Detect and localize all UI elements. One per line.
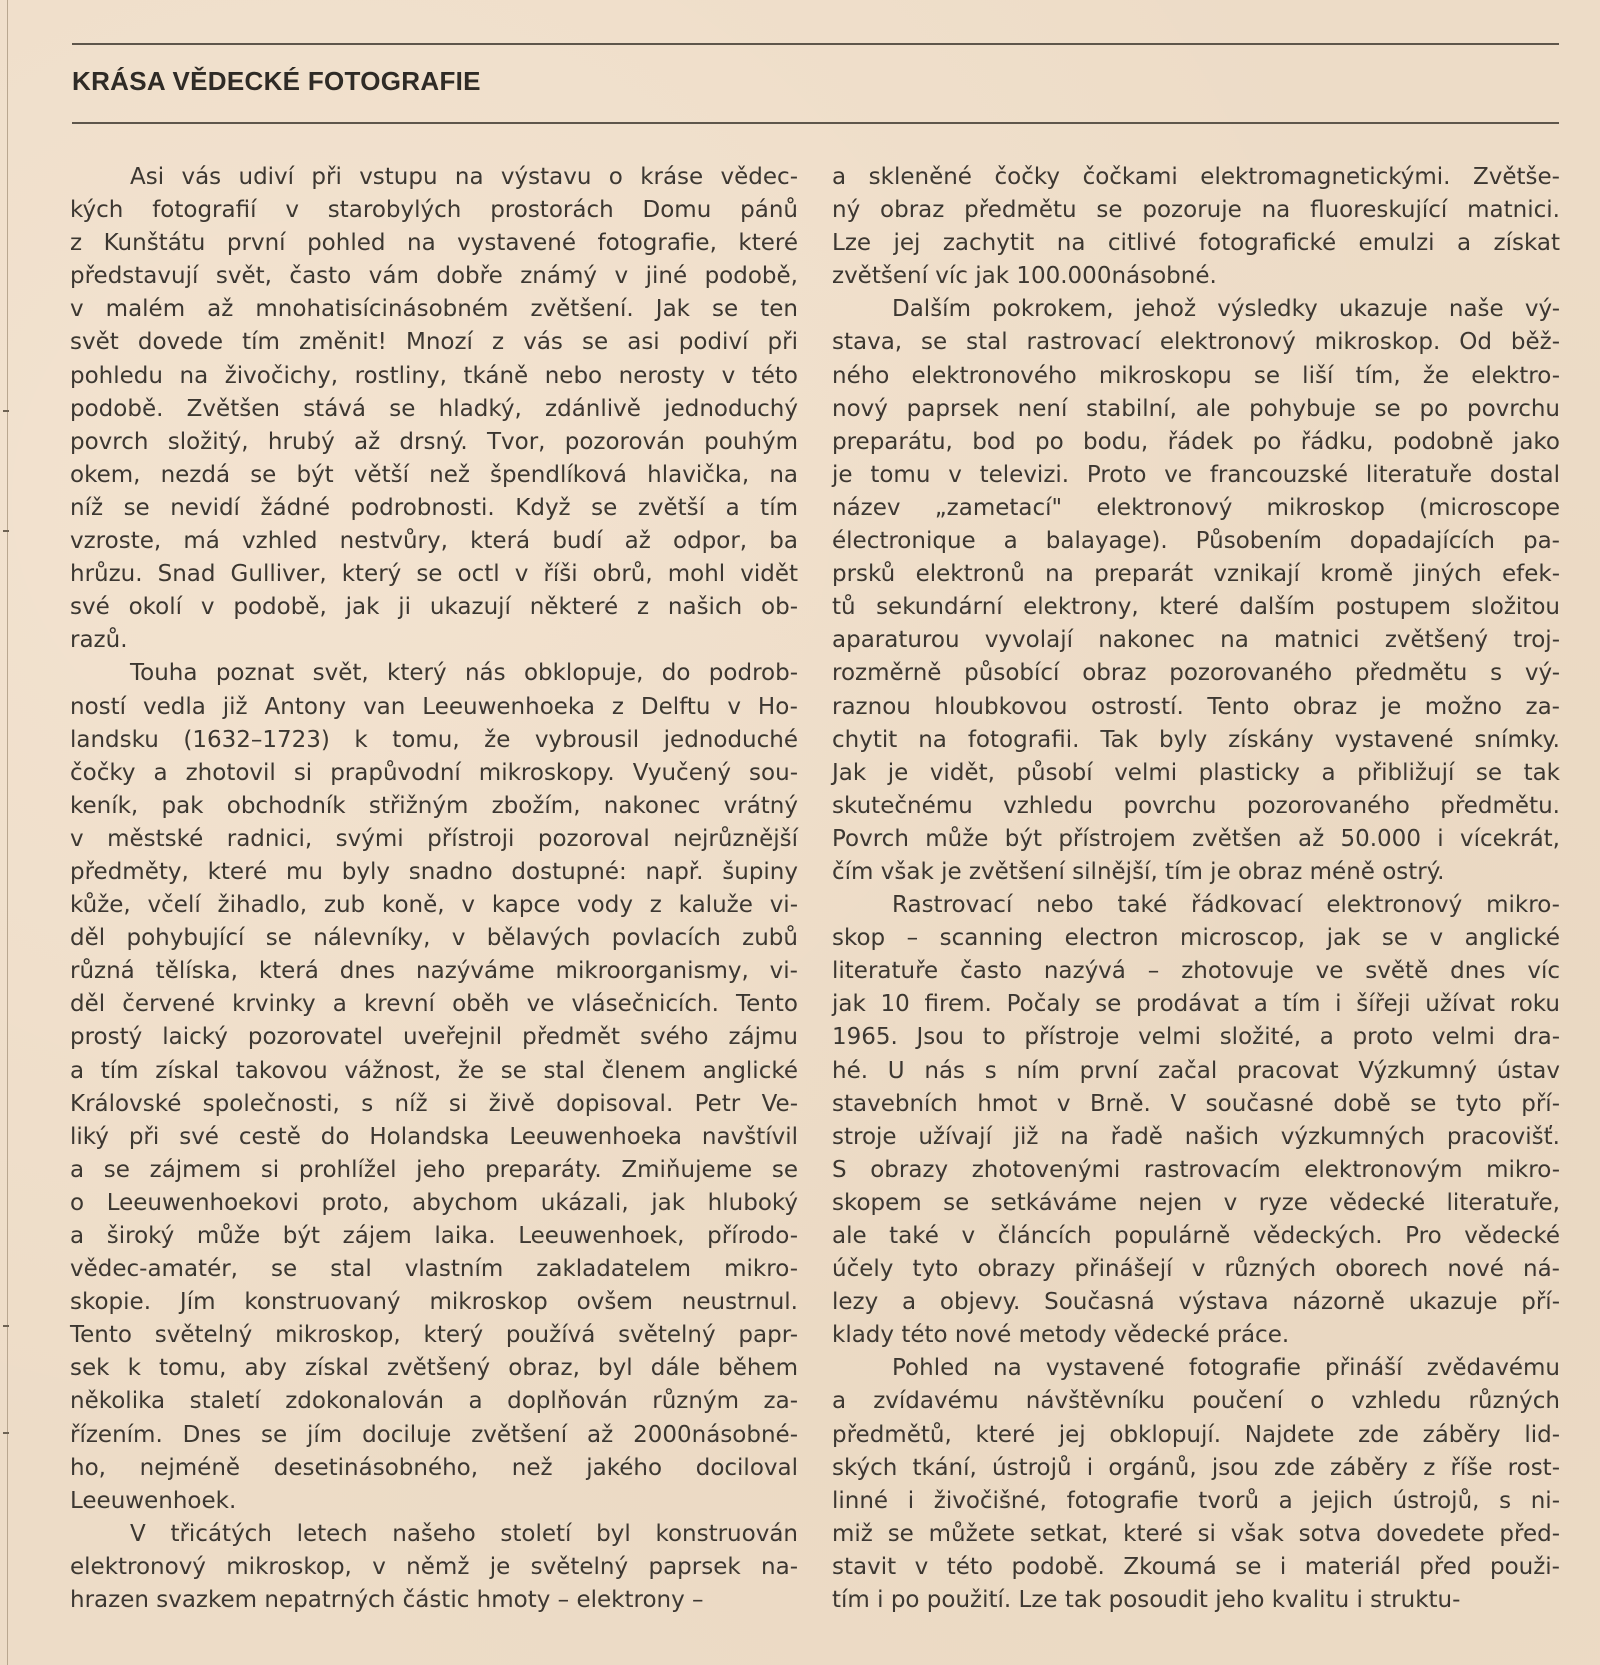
text-line: literatuře často nazývá – zhotovuje ve světě dnes víc: [832, 958, 1560, 985]
text-line: a zvídavému návštěvníku poučení o vzhledu různých: [832, 1388, 1560, 1415]
text-line: landsku (1632–1723) k tomu, že vybrousil jednoduché: [70, 726, 798, 753]
text-line: název „zametací" elektronový mikroskop (microscope: [832, 494, 1560, 521]
text-line: Dalším pokrokem, jehož výsledky ukazuje naše vý-: [892, 296, 1560, 323]
text-line: tů sekundární elektrony, které dalším postupem složitou: [832, 594, 1560, 621]
text-line: řízením. Dnes se jím dociluje zvětšení až 2000násobné-: [70, 1421, 798, 1448]
text-line: hé. U nás s ním první začal pracovat Výzkumný ústav: [832, 1057, 1560, 1084]
text-line: níž se nevidí žádné podrobnosti. Když se zvětší a tím: [70, 494, 798, 521]
paragraph: [832, 161, 1560, 293]
edge-tick-mark: [3, 410, 9, 412]
text-line: účely tyto obrazy přinášejí v různých oborech nové ná-: [832, 1256, 1560, 1283]
text-line: povrch složitý, hrubý až drsný. Tvor, pozorován pouhým: [70, 428, 798, 455]
text-line: jak 10 firem. Počaly se prodávat a tím i šířeji užívat roku: [832, 991, 1560, 1018]
text-line: Asi vás udiví při vstupu na výstavu o kráse vědec-: [130, 164, 798, 190]
text-line: aparaturou vyvolají nakonec na matnici zvětšený troj-: [832, 627, 1560, 654]
text-line: předmětů, které jej obklopují. Najdete zde záběry lid-: [832, 1421, 1560, 1448]
text-line: linné i živočišné, fotografie tvorů a jejich ústrojů, s ni-: [832, 1487, 1560, 1514]
edge-tick-mark: [3, 1432, 9, 1434]
paragraph: [70, 657, 798, 1517]
text-line: hrazen svazkem nepatrných částic hmoty – elektrony –: [70, 1587, 704, 1614]
text-line: a široký může být zájem laika. Leeuwenhoek, přírodo-: [70, 1223, 798, 1249]
left-text-column: [70, 161, 798, 1617]
text-line: své okolí v podobě, jak ji ukazují některé z našich ob-: [70, 594, 798, 621]
text-line: skopem se setkáváme nejen v ryze vědecké literatuře,: [832, 1189, 1560, 1216]
text-line: a tím získal takovou vážnost, že se stal členem anglické: [70, 1057, 798, 1084]
text-line: skop – scanning electron microscop, jak se v anglické: [832, 925, 1560, 952]
text-line: a se zájmem si prohlížel jeho preparáty. Zmiňujeme se: [70, 1156, 798, 1183]
text-line: Jak je vidět, působí velmi plasticky a přibližují se tak: [832, 759, 1560, 786]
text-line: électronique a balayage). Působením dopadajících pa-: [832, 528, 1560, 555]
text-line: pohledu na živočichy, rostliny, tkáně nebo nerosty v této: [70, 362, 798, 389]
text-line: lezy a objevy. Současná výstava názorně ukazuje pří-: [832, 1289, 1560, 1316]
text-line: keník, pak obchodník střižným zbožím, nakonec vrátný: [70, 792, 798, 819]
text-line: elektronový mikroskop, v němž je světelný paprsek na-: [70, 1553, 798, 1580]
text-line: několika staletí zdokonalován a doplňován různým za-: [70, 1388, 798, 1415]
text-line: Královské společnosti, s níž si živě dopisoval. Petr Ve-: [70, 1090, 798, 1117]
text-line: děl červené krvinky a krevní oběh ve vlásečnicích. Tento: [70, 991, 798, 1018]
edge-tick-mark: [3, 1325, 9, 1327]
text-line: rozměrně působící obraz pozorovaného předmětu s vý-: [832, 660, 1560, 687]
paragraph: [832, 889, 1560, 1352]
text-line: okem, nezdá se být větší než špendlíková hlavička, na: [70, 461, 798, 488]
text-line: Tento světelný mikroskop, který používá světelný papr-: [70, 1322, 798, 1349]
text-line: ností vedla již Antony van Leeuwenhoeka z Delftu v Ho-: [70, 693, 798, 720]
text-line: a skleněné čočky čočkami elektromagnetickými. Zvětše-: [832, 164, 1560, 190]
edge-tick-mark: [3, 530, 9, 532]
header-rule-bottom: [72, 122, 1559, 124]
text-line: prsků elektronů na preparát vznikají kromě jiných efek-: [832, 561, 1560, 588]
text-line: stava, se stal rastrovací elektronový mikroskop. Od běž-: [832, 329, 1560, 356]
text-line: V třicátých letech našeho století byl konstruován: [130, 1520, 798, 1547]
text-line: kých fotografií v starobylých prostorách Domu pánů: [70, 197, 798, 224]
text-line: vědec-amatér, se stal vlastním zakladatelem mikro-: [70, 1256, 798, 1283]
right-text-column: [832, 161, 1560, 1617]
text-line: Touha poznat svět, který nás obklopuje, do podrob-: [130, 660, 798, 687]
text-line: Pohled na vystavené fotografie přináší zvědavému: [892, 1355, 1560, 1382]
text-line: čočky a zhotovil si prapůvodní mikroskopy. Vyučený sou-: [70, 759, 798, 786]
text-line: 1965. Jsou to přístroje velmi složité, a proto velmi dra-: [832, 1024, 1560, 1051]
text-line: kůže, včelí žihadlo, zub koně, v kapce vody z kaluže vi-: [70, 892, 798, 919]
paragraph: [70, 161, 798, 657]
page-binding-edge: [7, 0, 8, 1665]
text-line: sek k tomu, aby získal zvětšený obraz, byl dále během: [70, 1355, 798, 1382]
text-line: vzroste, má vzhled nestvůry, která budí až odpor, ba: [70, 528, 798, 555]
text-line: S obrazy zhotovenými rastrovacím elektronovým mikro-: [832, 1156, 1560, 1183]
text-line: různá tělíska, která dnes nazýváme mikroorganismy, vi-: [70, 958, 798, 985]
text-line: prostý laický pozorovatel uveřejnil předmět svého zájmu: [70, 1024, 798, 1051]
paragraph: [832, 293, 1560, 889]
text-line: stavit v této podobě. Zkoumá se i materiál před použi-: [832, 1553, 1560, 1580]
text-line: nový paprsek není stabilní, ale pohybuje se po povrchu: [832, 395, 1560, 422]
text-line: předměty, které mu byly snadno dostupné: např. šupiny: [70, 858, 798, 885]
text-line: razů.: [70, 627, 128, 654]
text-line: klady této nové metody vědecké práce.: [832, 1322, 1290, 1349]
text-line: ale také v článcích populárně vědeckých. Pro vědecké: [832, 1223, 1560, 1249]
text-line: skopie. Jím konstruovaný mikroskop ovšem neustrnul.: [70, 1289, 798, 1316]
text-line: Leeuwenhoek.: [70, 1487, 237, 1514]
text-line: z Kunštátu první pohled na vystavené fotografie, které: [70, 230, 798, 257]
text-line: ného elektronového mikroskopu se liší tím, že elektro-: [832, 362, 1560, 389]
text-line: je tomu v televizi. Proto ve francouzské literatuře dostal: [832, 461, 1560, 488]
text-line: děl pohybující se nálevníky, v bělavých povlacích zubů: [70, 925, 798, 952]
text-line: Lze jej zachytit na citlivé fotografické emulzi a získat: [832, 230, 1560, 257]
text-line: miž se můžete setkat, které si však sotva dovedete před-: [832, 1520, 1560, 1547]
header-rule-top: [72, 43, 1559, 45]
text-line: svět dovede tím změnit! Mnozí z vás se asi podiví při: [70, 329, 798, 356]
text-line: v městské radnici, svými přístroji pozoroval nejrůznější: [70, 825, 798, 852]
text-line: o Leeuwenhoekovi proto, abychom ukázali, jak hluboký: [70, 1189, 798, 1216]
text-line: představují svět, často vám dobře známý v jiné podobě,: [70, 263, 798, 290]
text-line: čím však je zvětšení silnější, tím je obraz méně ostrý.: [832, 858, 1445, 885]
text-line: preparátu, bod po bodu, řádek po řádku, podobně jako: [832, 428, 1560, 455]
text-line: liký při své cestě do Holandska Leeuwenhoeka navštívil: [70, 1123, 798, 1150]
text-line: hrůzu. Snad Gulliver, který se octl v říši obrů, mohl vidět: [70, 561, 798, 588]
text-line: ný obraz předmětu se pozoruje na fluoreskující matnici.: [832, 197, 1560, 224]
text-line: ských tkání, ústrojů i orgánů, jsou zde záběry z říše rost-: [832, 1454, 1560, 1481]
article-title: KRÁSA VĚDECKÉ FOTOGRAFIE: [72, 66, 481, 96]
paragraph: [832, 1352, 1560, 1617]
text-line: v malém až mnohatisícinásobném zvětšení. Jak se ten: [70, 296, 798, 323]
text-line: Povrch může být přístrojem zvětšen až 50.000 i vícekrát,: [832, 825, 1560, 852]
text-line: tím i po použití. Lze tak posoudit jeho kvalitu i struktu-: [832, 1587, 1461, 1614]
text-line: zvětšení víc jak 100.000násobné.: [832, 263, 1217, 290]
text-line: raznou hloubkovou ostrostí. Tento obraz je možno za-: [832, 693, 1560, 720]
text-line: Rastrovací nebo také řádkovací elektronový mikro-: [892, 892, 1560, 919]
text-line: podobě. Zvětšen stává se hladký, zdánlivě jednoduchý: [70, 395, 798, 422]
text-line: stavebních hmot v Brně. V současné době se tyto pří-: [832, 1090, 1560, 1117]
paragraph: [70, 1518, 798, 1617]
text-line: ho, nejméně desetinásobného, než jakého dociloval: [70, 1454, 798, 1481]
text-line: skutečnému vzhledu povrchu pozorovaného předmětu.: [832, 792, 1560, 819]
text-line: chytit na fotografii. Tak byly získány vystavené snímky.: [832, 726, 1560, 753]
text-line: stroje užívají již na řadě našich výzkumných pracovišť.: [832, 1123, 1560, 1150]
